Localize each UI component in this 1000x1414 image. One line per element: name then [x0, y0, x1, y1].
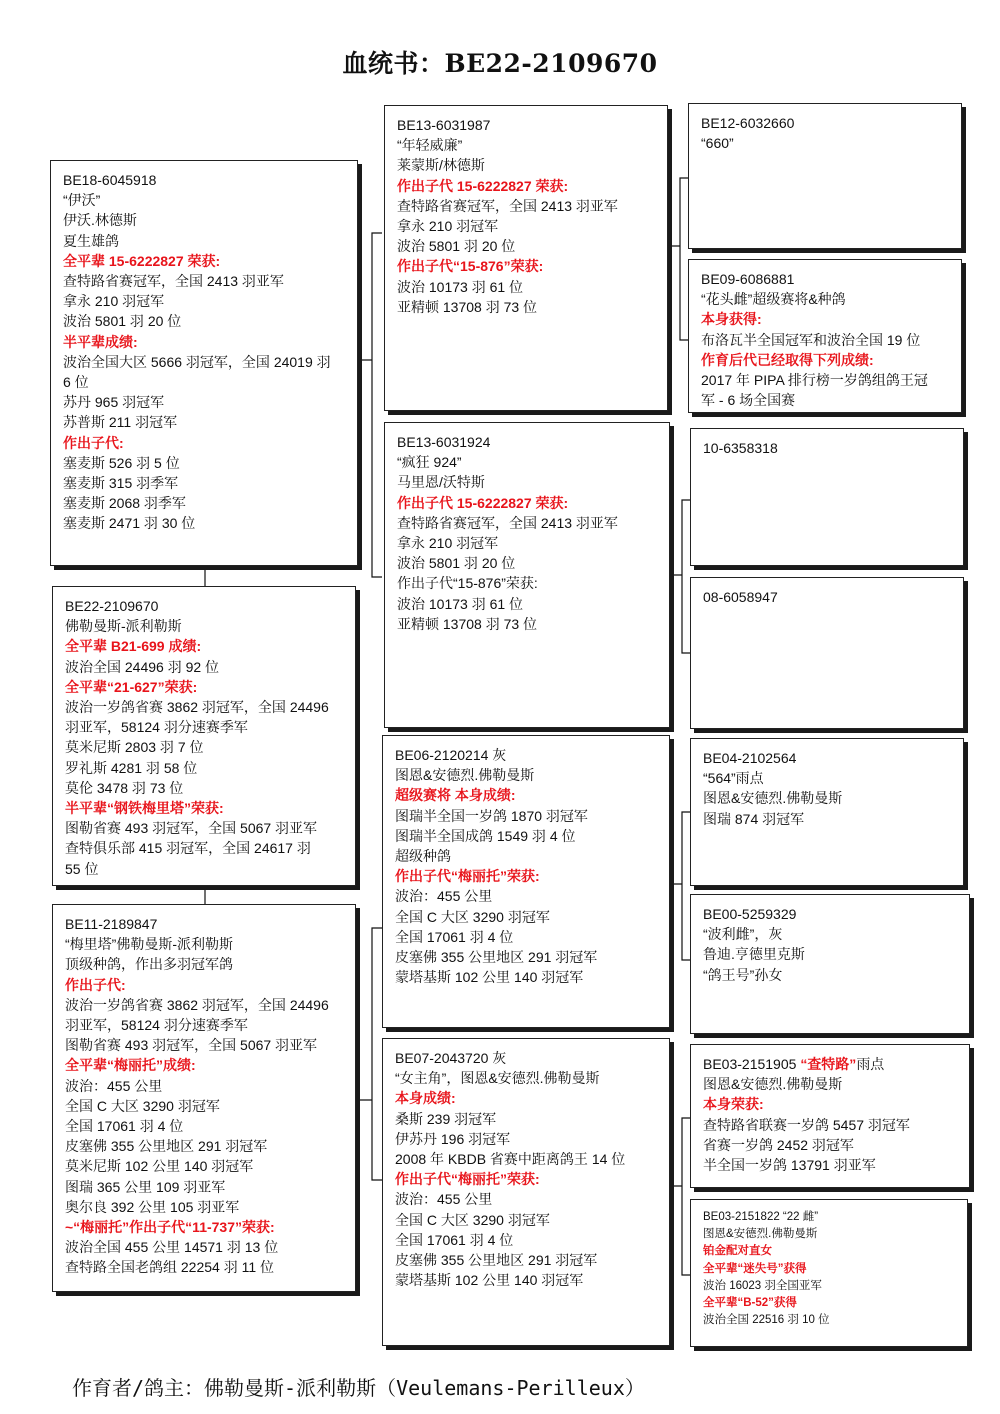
pedigree-line: 苏丹 965 羽冠军	[63, 394, 165, 411]
pedigree-line: 查特路省赛冠军，全国 2413 羽亚军	[397, 514, 618, 531]
pedigree-line: BE09-6086881	[701, 271, 795, 287]
pedigree-line: 全平辈“21-627”荣获:	[65, 678, 198, 695]
pedigree-line: 罗礼斯 4281 羽 58 位	[65, 759, 198, 776]
pedigree-line: “660”	[701, 135, 734, 152]
pedigree-line: 08-6058947	[703, 589, 778, 605]
connector-ff-bracket	[668, 178, 688, 340]
pedigree-line: 波治全国 455 公里 14571 羽 13 位	[65, 1239, 279, 1256]
pedigree-line: 亚精顿 13708 羽 73 位	[397, 615, 538, 632]
pedigree-card-sire	[50, 160, 358, 566]
pedigree-line: “疯狂 924”	[397, 454, 462, 471]
pedigree-line: 图恩&安德烈.佛勒曼斯	[703, 1076, 843, 1093]
pedigree-line: 全国 17061 羽 4 位	[395, 1231, 514, 1248]
page-title: 血统书：BE22-2109670	[342, 49, 658, 78]
pedigree-line: “波利雌”，灰	[703, 926, 783, 943]
pedigree-line: 鲁迪.亨德里克斯	[703, 946, 805, 963]
pedigree-card-ddd	[690, 1199, 968, 1347]
pedigree-line: 波治：455 公里	[395, 1191, 493, 1208]
pedigree-line: BE18-6045918	[63, 172, 157, 188]
pedigree-line: 省赛一岁鸽 2452 羽冠军	[703, 1136, 854, 1153]
pedigree-card-dds	[690, 1044, 970, 1188]
pedigree-line: 铂金配对直女	[703, 1245, 772, 1258]
pedigree-line: 图恩&安德烈.佛勒曼斯	[395, 767, 535, 784]
pedigree-line: 图瑞 874 羽冠军	[703, 810, 805, 827]
pedigree-card-sds	[690, 428, 964, 566]
pedigree-line: 查特俱乐部 415 羽冠军，全国 24617 羽	[65, 840, 311, 857]
pedigree-line: 皮塞佛 355 公里地区 291 羽冠军	[395, 949, 598, 966]
pedigree-line: 莫伦 3478 羽 73 位	[65, 779, 184, 796]
pedigree-line: 拿永 210 羽冠军	[397, 218, 499, 235]
pedigree-line: 全国 C 大区 3290 羽冠军	[395, 908, 550, 925]
pedigree-line: 波治 16023 羽全国亚军	[703, 1279, 822, 1292]
pedigree-line	[703, 1054, 959, 1074]
pedigree-line: “花头雌”超级赛将&种鸽	[701, 291, 846, 308]
pedigree-line: 超级种鸽	[395, 848, 451, 865]
pedigree-line: 军 - 6 场全国赛	[701, 392, 796, 409]
pedigree-line: 全平辈“迷失号”获得	[703, 1262, 807, 1275]
pedigree-line: 夏生雄鸽	[63, 232, 119, 249]
pedigree-line: 顶级种鸽，作出多羽冠军鸽	[65, 956, 233, 973]
connector-father-bracket	[358, 233, 382, 577]
pedigree-line: 图瑞半全国成鸽 1549 羽 4 位	[395, 827, 576, 844]
pedigree-line: 波治 5801 羽 20 位	[397, 555, 516, 572]
pedigree-line: 波治全国 22516 羽 10 位	[703, 1314, 830, 1327]
pedigree-line: 波治 5801 羽 20 位	[63, 313, 182, 330]
pedigree-line: BE07-2043720 灰	[395, 1050, 507, 1066]
pedigree-line: 莱蒙斯/林德斯	[397, 157, 485, 174]
pedigree-line: 作出子代“15-876”荣获:	[397, 258, 544, 275]
pedigree-line: 55 位	[65, 860, 99, 877]
pedigree-line: 塞麦斯 526 羽 5 位	[63, 454, 180, 471]
pedigree-line: 10-6358318	[703, 440, 778, 456]
pedigree-line: 本身荣获:	[703, 1096, 764, 1113]
connector-mother-bracket	[358, 928, 382, 1180]
pedigree-line: 塞麦斯 2068 羽季军	[63, 495, 186, 512]
pedigree-line: 图恩&安德烈.佛勒曼斯	[703, 1228, 818, 1241]
pedigree-line: 查特路省联赛一岁鸽 5457 羽冠军	[703, 1116, 910, 1133]
pedigree-line: 波治 10173 羽 61 位	[397, 278, 524, 295]
pedigree-line: 作出子代 15-6222827 荣获:	[397, 177, 569, 194]
pedigree-line: 蒙塔基斯 102 公里 140 羽冠军	[395, 969, 584, 986]
pedigree-line: “鸽王号”孙女	[703, 966, 783, 983]
pedigree-line: 图勒省赛 493 羽冠军，全国 5067 羽亚军	[65, 1037, 318, 1054]
pedigree-line: 莫米尼斯 102 公里 140 羽冠军	[65, 1158, 254, 1175]
ring-number: BE03-2151905	[703, 1056, 801, 1072]
pedigree-line: BE22-2109670	[65, 598, 159, 614]
pedigree-line: 查特路省赛冠军，全国 2413 羽亚军	[63, 273, 284, 290]
pedigree-line: 全国 17061 羽 4 位	[65, 1118, 184, 1135]
pedigree-line: 苏普斯 211 羽冠军	[63, 414, 178, 431]
pedigree-card-sdd	[690, 577, 964, 729]
pedigree-line: 半全国一岁鸽 13791 羽亚军	[703, 1157, 876, 1174]
pedigree-line: BE03-2151822 “22 雌”	[703, 1211, 819, 1223]
pedigree-line: ~“梅丽托”作出子代“11-737”荣获:	[65, 1219, 275, 1236]
pedigree-line: 超级赛将 本身成绩:	[395, 787, 516, 804]
pedigree-line: 羽亚军，58124 羽分速赛季军	[65, 1017, 248, 1034]
pedigree-line: 半平辈“钢铁梅里塔”荣获:	[65, 800, 224, 817]
pigeon-color: 雨点	[856, 1056, 885, 1072]
pedigree-line: “女主角”，图恩&安德烈.佛勒曼斯	[395, 1070, 600, 1087]
pedigree-line: 全平辈“B-52”获得	[703, 1297, 797, 1310]
pedigree-line: 莫米尼斯 2803 羽 7 位	[65, 739, 204, 756]
pedigree-line: 波治全国大区 5666 羽冠军，全国 24019 羽	[63, 353, 331, 370]
pedigree-line: 波治全国 24496 羽 92 位	[65, 658, 220, 675]
pedigree-line: 作育后代已经取得下列成绩:	[701, 351, 874, 368]
pedigree-line: 图瑞半全国一岁鸽 1870 羽冠军	[395, 807, 588, 824]
pedigree-line: 桑斯 239 羽冠军	[395, 1110, 497, 1127]
pedigree-line: 半平辈成绩:	[63, 333, 138, 350]
pedigree-line: 羽亚军，58124 羽分速赛季军	[65, 719, 248, 736]
pedigree-line: 图勒省赛 493 羽冠军，全国 5067 羽亚军	[65, 820, 318, 837]
connector-fm-bracket	[670, 500, 690, 653]
pedigree-line: 布洛瓦半全国冠军和波治全国 19 位	[701, 331, 921, 348]
pedigree-line: 皮塞佛 355 公里地区 291 羽冠军	[395, 1252, 598, 1269]
pedigree-line: 查特路省赛冠军，全国 2413 羽亚军	[397, 197, 618, 214]
pedigree-line: 全国 C 大区 3290 羽冠军	[65, 1097, 220, 1114]
pedigree-line: 全平辈“梅丽托”成绩:	[65, 1057, 196, 1074]
pedigree-line: 全国 C 大区 3290 羽冠军	[395, 1211, 550, 1228]
pedigree-line: 作出子代“梅丽托”荣获:	[395, 868, 540, 885]
pedigree-card-dam	[52, 904, 356, 1292]
pedigree-line: 塞麦斯 2471 羽 30 位	[63, 515, 196, 532]
pedigree-line: 本身成绩:	[395, 1090, 456, 1107]
pedigree-line: BE12-6032660	[701, 115, 795, 131]
pedigree-card-dsd	[690, 894, 970, 1034]
pedigree-line: 拿永 210 羽冠军	[397, 535, 499, 552]
pedigree-line: 波治：455 公里	[395, 888, 493, 905]
pedigree-line: 波治一岁鸽省赛 3862 羽冠军，全国 24496	[65, 699, 329, 716]
connector-mf-bracket	[670, 812, 690, 960]
pedigree-line: 伊苏丹 196 羽冠军	[395, 1130, 511, 1147]
pedigree-card-subject	[52, 586, 356, 886]
pedigree-line: 拿永 210 羽冠军	[63, 293, 165, 310]
pedigree-line: BE13-6031924	[397, 434, 491, 450]
pedigree-line: 蒙塔基斯 102 公里 140 羽冠军	[395, 1272, 584, 1289]
pedigree-line: 皮塞佛 355 公里地区 291 羽冠军	[65, 1138, 268, 1155]
pedigree-line: 图瑞 365 公里 109 羽亚军	[65, 1178, 226, 1195]
pedigree-card-dam-sire	[382, 735, 670, 1028]
pedigree-card-dam-dam	[382, 1038, 670, 1346]
pigeon-nickname: “查特路”	[800, 1056, 857, 1072]
pedigree-line: 2017 年 PIPA 排行榜一岁鸽组鸽王冠	[701, 372, 928, 389]
pedigree-line: 塞麦斯 315 羽季军	[63, 475, 179, 492]
pedigree-line: 查特路全国老鸽组 22254 羽 11 位	[65, 1259, 275, 1276]
pedigree-line: “伊沃”	[63, 192, 101, 209]
pedigree-line: “梅里塔”佛勒曼斯-派利勒斯	[65, 936, 233, 953]
pedigree-line: 2008 年 KBDB 省赛中距离鸽王 14 位	[395, 1151, 626, 1168]
pedigree-line: 作出子代:	[63, 434, 124, 451]
pedigree-card-dss	[690, 738, 964, 886]
pedigree-line: 作出子代:	[65, 976, 126, 993]
pedigree-line: 6 位	[63, 374, 89, 391]
pedigree-line: 波治 10173 羽 61 位	[397, 595, 524, 612]
pedigree-line: 图恩&安德烈.佛勒曼斯	[703, 790, 843, 807]
connector-mm-bracket	[670, 1118, 690, 1275]
pedigree-line: 马里恩/沃特斯	[397, 474, 485, 491]
pedigree-line: 作出子代 15-6222827 荣获:	[397, 494, 569, 511]
pedigree-line: 全国 17061 羽 4 位	[395, 928, 514, 945]
pedigree-card-ssd	[688, 259, 962, 413]
pedigree-line: 奥尔良 392 公里 105 羽亚军	[65, 1198, 240, 1215]
pedigree-line: BE04-2102564	[703, 750, 797, 766]
pedigree-line: “年轻威廉”	[397, 137, 463, 154]
pedigree-card-sss	[688, 103, 962, 249]
pedigree-line: BE06-2120214 灰	[395, 747, 507, 763]
pedigree-card-sire-sire	[384, 105, 668, 411]
pedigree-line: 波治 5801 羽 20 位	[397, 238, 516, 255]
pedigree-line: 全平辈 15-6222827 荣获:	[63, 252, 221, 269]
pedigree-line: 伊沃.林德斯	[63, 212, 137, 229]
pedigree-line: BE11-2189847	[65, 916, 158, 932]
pedigree-line: 波治一岁鸽省赛 3862 羽冠军，全国 24496	[65, 996, 329, 1013]
pedigree-line: 佛勒曼斯-派利勒斯	[65, 618, 182, 635]
pedigree-line: 本身获得:	[701, 311, 762, 328]
pedigree-card-sire-dam	[384, 422, 670, 728]
pedigree-line: BE13-6031987	[397, 117, 491, 133]
pedigree-line: 亚精顿 13708 羽 73 位	[397, 298, 538, 315]
pedigree-line: BE00-5259329	[703, 906, 797, 922]
pedigree-line: 全平辈 B21-699 成绩:	[65, 638, 202, 655]
pedigree-line: 作出子代“15-876”荣获:	[397, 575, 538, 592]
pedigree-line: 波治：455 公里	[65, 1077, 163, 1094]
breeder-footer: 作育者/鸽主：佛勒曼斯-派利勒斯（Veulemans-Perilleux）	[72, 1376, 645, 1400]
pedigree-line: 作出子代“梅丽托”荣获:	[395, 1171, 540, 1188]
pedigree-line: “564”雨点	[703, 770, 764, 787]
